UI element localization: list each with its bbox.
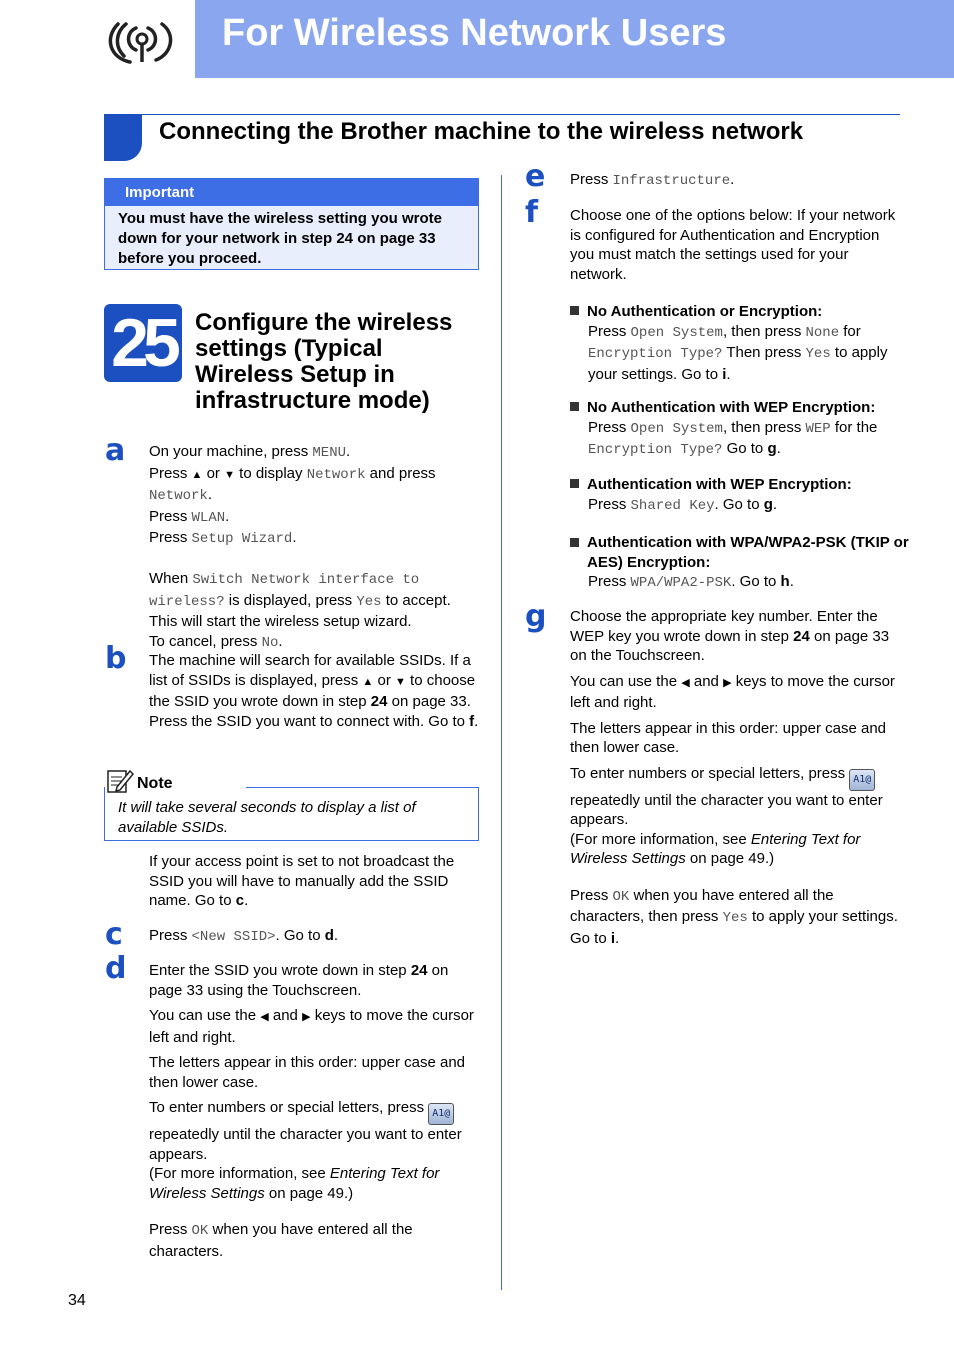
option-no-auth-wep: No Authentication with WEP Encryption: Press Open System, then press WEP for the Encryption Type? Go to g. bbox=[570, 398, 910, 461]
substep-letter-e: e bbox=[525, 159, 546, 194]
up-arrow-icon: ▲ bbox=[191, 468, 203, 481]
a1-key-icon: A1@ bbox=[428, 1103, 454, 1125]
note-label: Note bbox=[137, 775, 173, 792]
down-arrow-icon: ▼ bbox=[224, 468, 235, 481]
broadcast-text: If your access point is set to not broadcast the SSID you will have to manually add the SSID name. Go to c. bbox=[149, 853, 455, 909]
option-auth-wpa: Authentication with WPA/WPA2-PSK (TKIP or AES) Encryption: Press WPA/WPA2-PSK. Go to h. bbox=[570, 533, 910, 594]
step-title: Configure the wireless settings (Typical Wireless Setup in infrastructure mode) bbox=[195, 309, 453, 414]
substep-letter-b: b bbox=[105, 641, 127, 676]
important-header bbox=[105, 179, 478, 206]
step-number-badge: 25 bbox=[104, 304, 182, 382]
substep-letter-g: g bbox=[525, 599, 547, 634]
left-arrow-icon: ◀ bbox=[681, 676, 690, 689]
important-text-part: You must have the wireless setting you wrote down for your network in step bbox=[118, 210, 442, 247]
down-arrow-icon: ▼ bbox=[395, 675, 406, 688]
substep-letter-d: d bbox=[105, 951, 127, 986]
right-arrow-icon: ▶ bbox=[302, 1011, 311, 1023]
bullet-square-icon bbox=[570, 402, 579, 411]
section-tab-marker bbox=[104, 114, 142, 161]
note-text: It will take several seconds to display a list of available SSIDs. bbox=[118, 799, 416, 836]
section-rule bbox=[104, 114, 900, 115]
wireless-icon bbox=[100, 10, 190, 70]
step-reference: 24 bbox=[336, 230, 354, 247]
page-number: 34 bbox=[68, 1292, 86, 1309]
page-header-title: For Wireless Network Users bbox=[222, 12, 727, 54]
substep-letter-c: c bbox=[105, 917, 123, 952]
left-arrow-icon: ◀ bbox=[260, 1011, 269, 1023]
important-box bbox=[104, 178, 479, 270]
substep-letter-a: a bbox=[105, 433, 126, 468]
substep-d-text: Enter the SSID you wrote down in step 24 on page 33 using the Touchscreen. You can use the ◀ and ▶ keys to move the cursor left and right. The letters appear in this order: upper case and then lower case. To enter numbers or special letters, press A1@ repeatedly until the character you want to enter appears. (For more information, see Entering Text for Wireless Settings on page 49.) Press OK when you have entered all the characters. bbox=[149, 962, 474, 1260]
substep-e-text: Press Infrastructure. bbox=[570, 171, 735, 189]
note-pencil-icon bbox=[106, 768, 134, 794]
option-auth-wep: Authentication with WEP Encryption: Press Shared Key. Go to g. bbox=[570, 475, 910, 516]
substep-b-text: The machine will search for available SSIDs. If a list of SSIDs is displayed, press ▲ or ▼ to choose the SSID you wrote down in step 24 on page 33. Press the SSID you want to connect with. Go to f. bbox=[149, 652, 479, 730]
substep-g-text: Choose the appropriate key number. Enter the WEP key you wrote down in step 24 on page 33 on the Touchscreen. You can use the ◀ and ▶ keys to move the cursor left and right. The letters appear in this order: upper case and then lower case. To enter numbers or special letters, press A1@ repeatedly until the character you want to enter appears. (For more information, see Entering Text for Wireless Settings on page 49.) Press OK when you have entered all the characters, then press Yes to apply your settings. Go to i. bbox=[570, 608, 898, 947]
substep-f-intro: Choose one of the options below: If your network is configured for Authentication and Encryption you must match the settings used for your network. bbox=[570, 207, 896, 283]
important-text-part: on page 33 before you proceed. bbox=[118, 230, 436, 267]
important-label: Important bbox=[125, 184, 195, 201]
section-title: Connecting the Brother machine to the wireless network bbox=[159, 118, 804, 145]
substep-a-text: On your machine, press MENU. Press ▲ or ▼ to display Network and press Network. Press WLAN. Press Setup Wizard. When Switch Network interface to wireless? is displayed, press Yes to accept. This will start the wireless setup wizard. To cancel, press No. bbox=[149, 443, 451, 651]
important-text bbox=[118, 209, 468, 269]
note-top-rule bbox=[246, 787, 479, 788]
bullet-square-icon bbox=[570, 479, 579, 488]
option-no-auth-no-encryption: No Authentication or Encryption: Press Open System, then press None for Encryption Type? Then press Yes to apply your settings. Go to i. bbox=[570, 302, 910, 384]
column-divider bbox=[501, 175, 502, 1290]
bullet-square-icon bbox=[570, 306, 579, 315]
a1-key-icon: A1@ bbox=[849, 769, 875, 791]
substep-c-text: Press <New SSID>. Go to d. bbox=[149, 927, 339, 945]
bullet-square-icon bbox=[570, 538, 579, 547]
up-arrow-icon: ▲ bbox=[362, 675, 374, 688]
right-arrow-icon: ▶ bbox=[723, 676, 732, 689]
substep-letter-f: f bbox=[525, 195, 539, 230]
